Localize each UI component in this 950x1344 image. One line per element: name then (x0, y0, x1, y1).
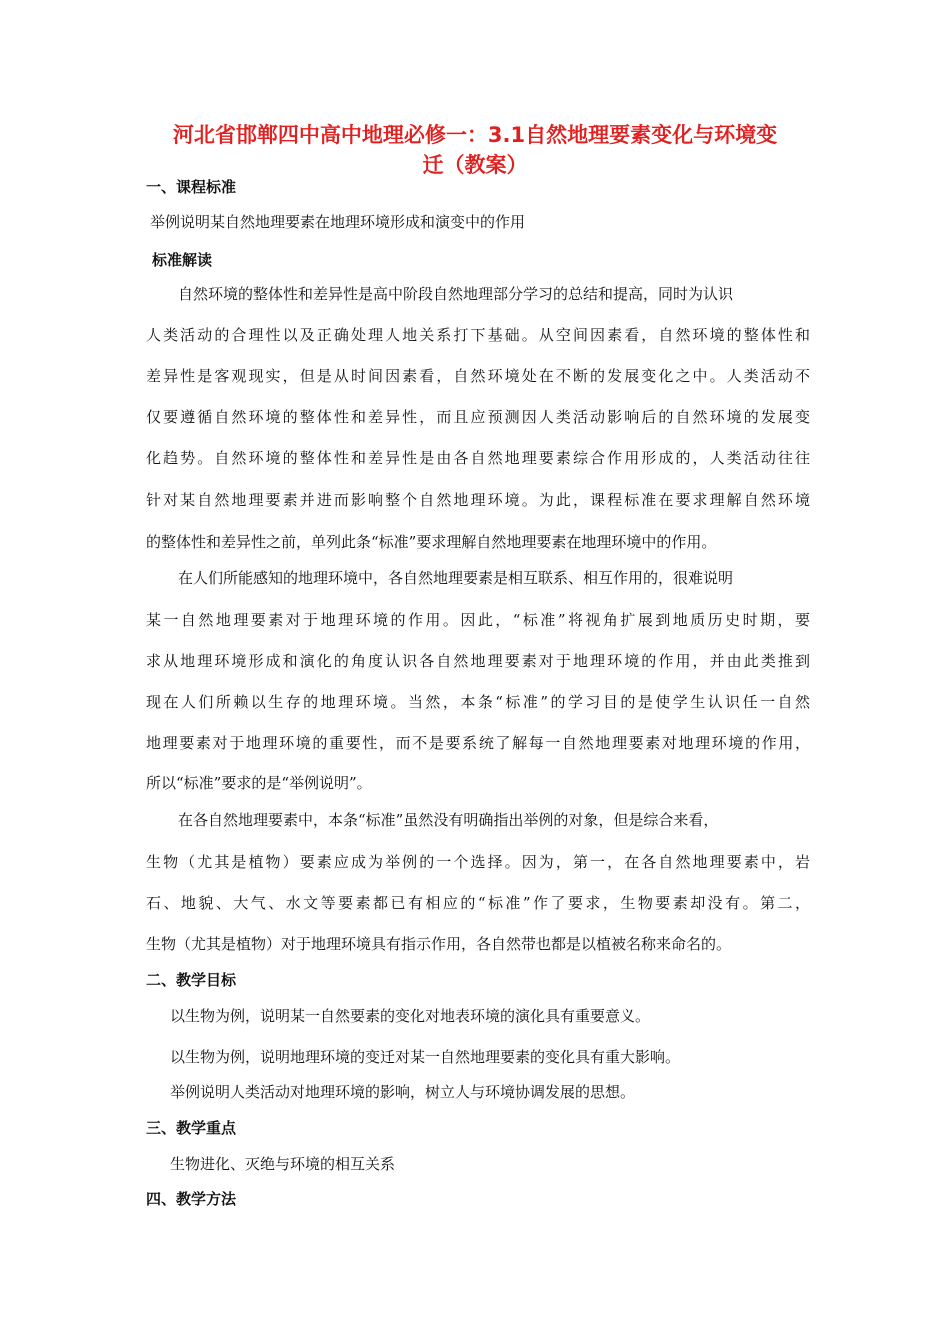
para1-line-6: 针对某自然地理要素并进而影响整个自然地理环境。为此，课程标准在要求理解自然环境 (146, 491, 810, 509)
para1-line-3: 差异性是客观现实，但是从时间因素看，自然环境处在不断的发展变化之中。人类活动不 (146, 367, 810, 385)
document-title-line-2: 迁（教案） (422, 153, 528, 177)
para2-line-2: 某一自然地理要素对于地理环境的作用。因此，“标准”将视角扩展到地质历史时期，要 (146, 611, 810, 629)
objective-item-1: 以生物为例，说明某一自然要素的变化对地表环境的演化具有重要意义。 (170, 1007, 651, 1025)
para2-line-4: 现在人们所赖以生存的地理环境。当然，本条“标准”的学习目的是使学生认识任一自然 (146, 693, 810, 711)
section-heading-curriculum-standard: 一、课程标准 (146, 178, 237, 196)
section-heading-teaching-key-points: 三、教学重点 (146, 1119, 237, 1137)
para2-line-5: 地理要素对于地理环境的重要性，而不是要系统了解每一自然地理要素对地理环境的作用， (146, 734, 810, 752)
key-point-item-1: 生物进化、灭绝与环境的相互关系 (170, 1155, 396, 1173)
para2-line-3: 求从地理环境形成和演化的角度认识各自然地理要素对于地理环境的作用，并由此类推到 (146, 652, 810, 670)
para1-line-4: 仅要遵循自然环境的整体性和差异性，而且应预测因人类活动影响后的自然环境的发展变 (146, 408, 810, 426)
document-title-line-1: 河北省邯郸四中高中地理必修一：3.1自然地理要素变化与环境变 (172, 123, 778, 147)
para1-line-5: 化趋势。自然环境的整体性和差异性是由各自然地理要素综合作用形成的，人类活动往往 (146, 449, 810, 467)
para1-line-7: 的整体性和差异性之前，单列此条“标准”要求理解自然地理要素在地理环境中的作用。 (146, 533, 717, 551)
para1-line-1: 自然环境的整体性和差异性是高中阶段自然地理部分学习的总结和提高，同时为认识 (178, 285, 734, 303)
subheading-standard-interpretation: 标准解读 (152, 251, 213, 269)
standard-statement: 举例说明某自然地理要素在地理环境形成和演变中的作用 (150, 213, 526, 231)
objective-item-2: 以生物为例，说明地理环境的变迁对某一自然地理要素的变化具有重大影响。 (170, 1048, 681, 1066)
para3-line-2: 生物（尤其是植物）要素应成为举例的一个选择。因为，第一，在各自然地理要素中，岩 (146, 853, 810, 871)
para3-line-1: 在各自然地理要素中，本条“标准”虽然没有明确指出举例的对象，但是综合来看， (178, 811, 719, 829)
para2-line-6: 所以“标准”要求的是“举例说明”。 (146, 774, 372, 792)
para3-line-4: 生物（尤其是植物）对于地理环境具有指示作用，各自然带也都是以植被名称来命名的。 (146, 935, 732, 953)
section-heading-teaching-objectives: 二、教学目标 (146, 971, 237, 989)
para3-line-3: 石、地貌、大气、水文等要素都已有相应的“标准”作了要求，生物要素却没有。第二， (146, 894, 810, 912)
objective-item-3: 举例说明人类活动对地理环境的影响，树立人与环境协调发展的思想。 (170, 1083, 636, 1101)
para1-line-2: 人类活动的合理性以及正确处理人地关系打下基础。从空间因素看，自然环境的整体性和 (146, 326, 810, 344)
section-heading-teaching-methods: 四、教学方法 (146, 1190, 237, 1208)
para2-line-1: 在人们所能感知的地理环境中，各自然地理要素是相互联系、相互作用的，很难说明 (178, 569, 734, 587)
